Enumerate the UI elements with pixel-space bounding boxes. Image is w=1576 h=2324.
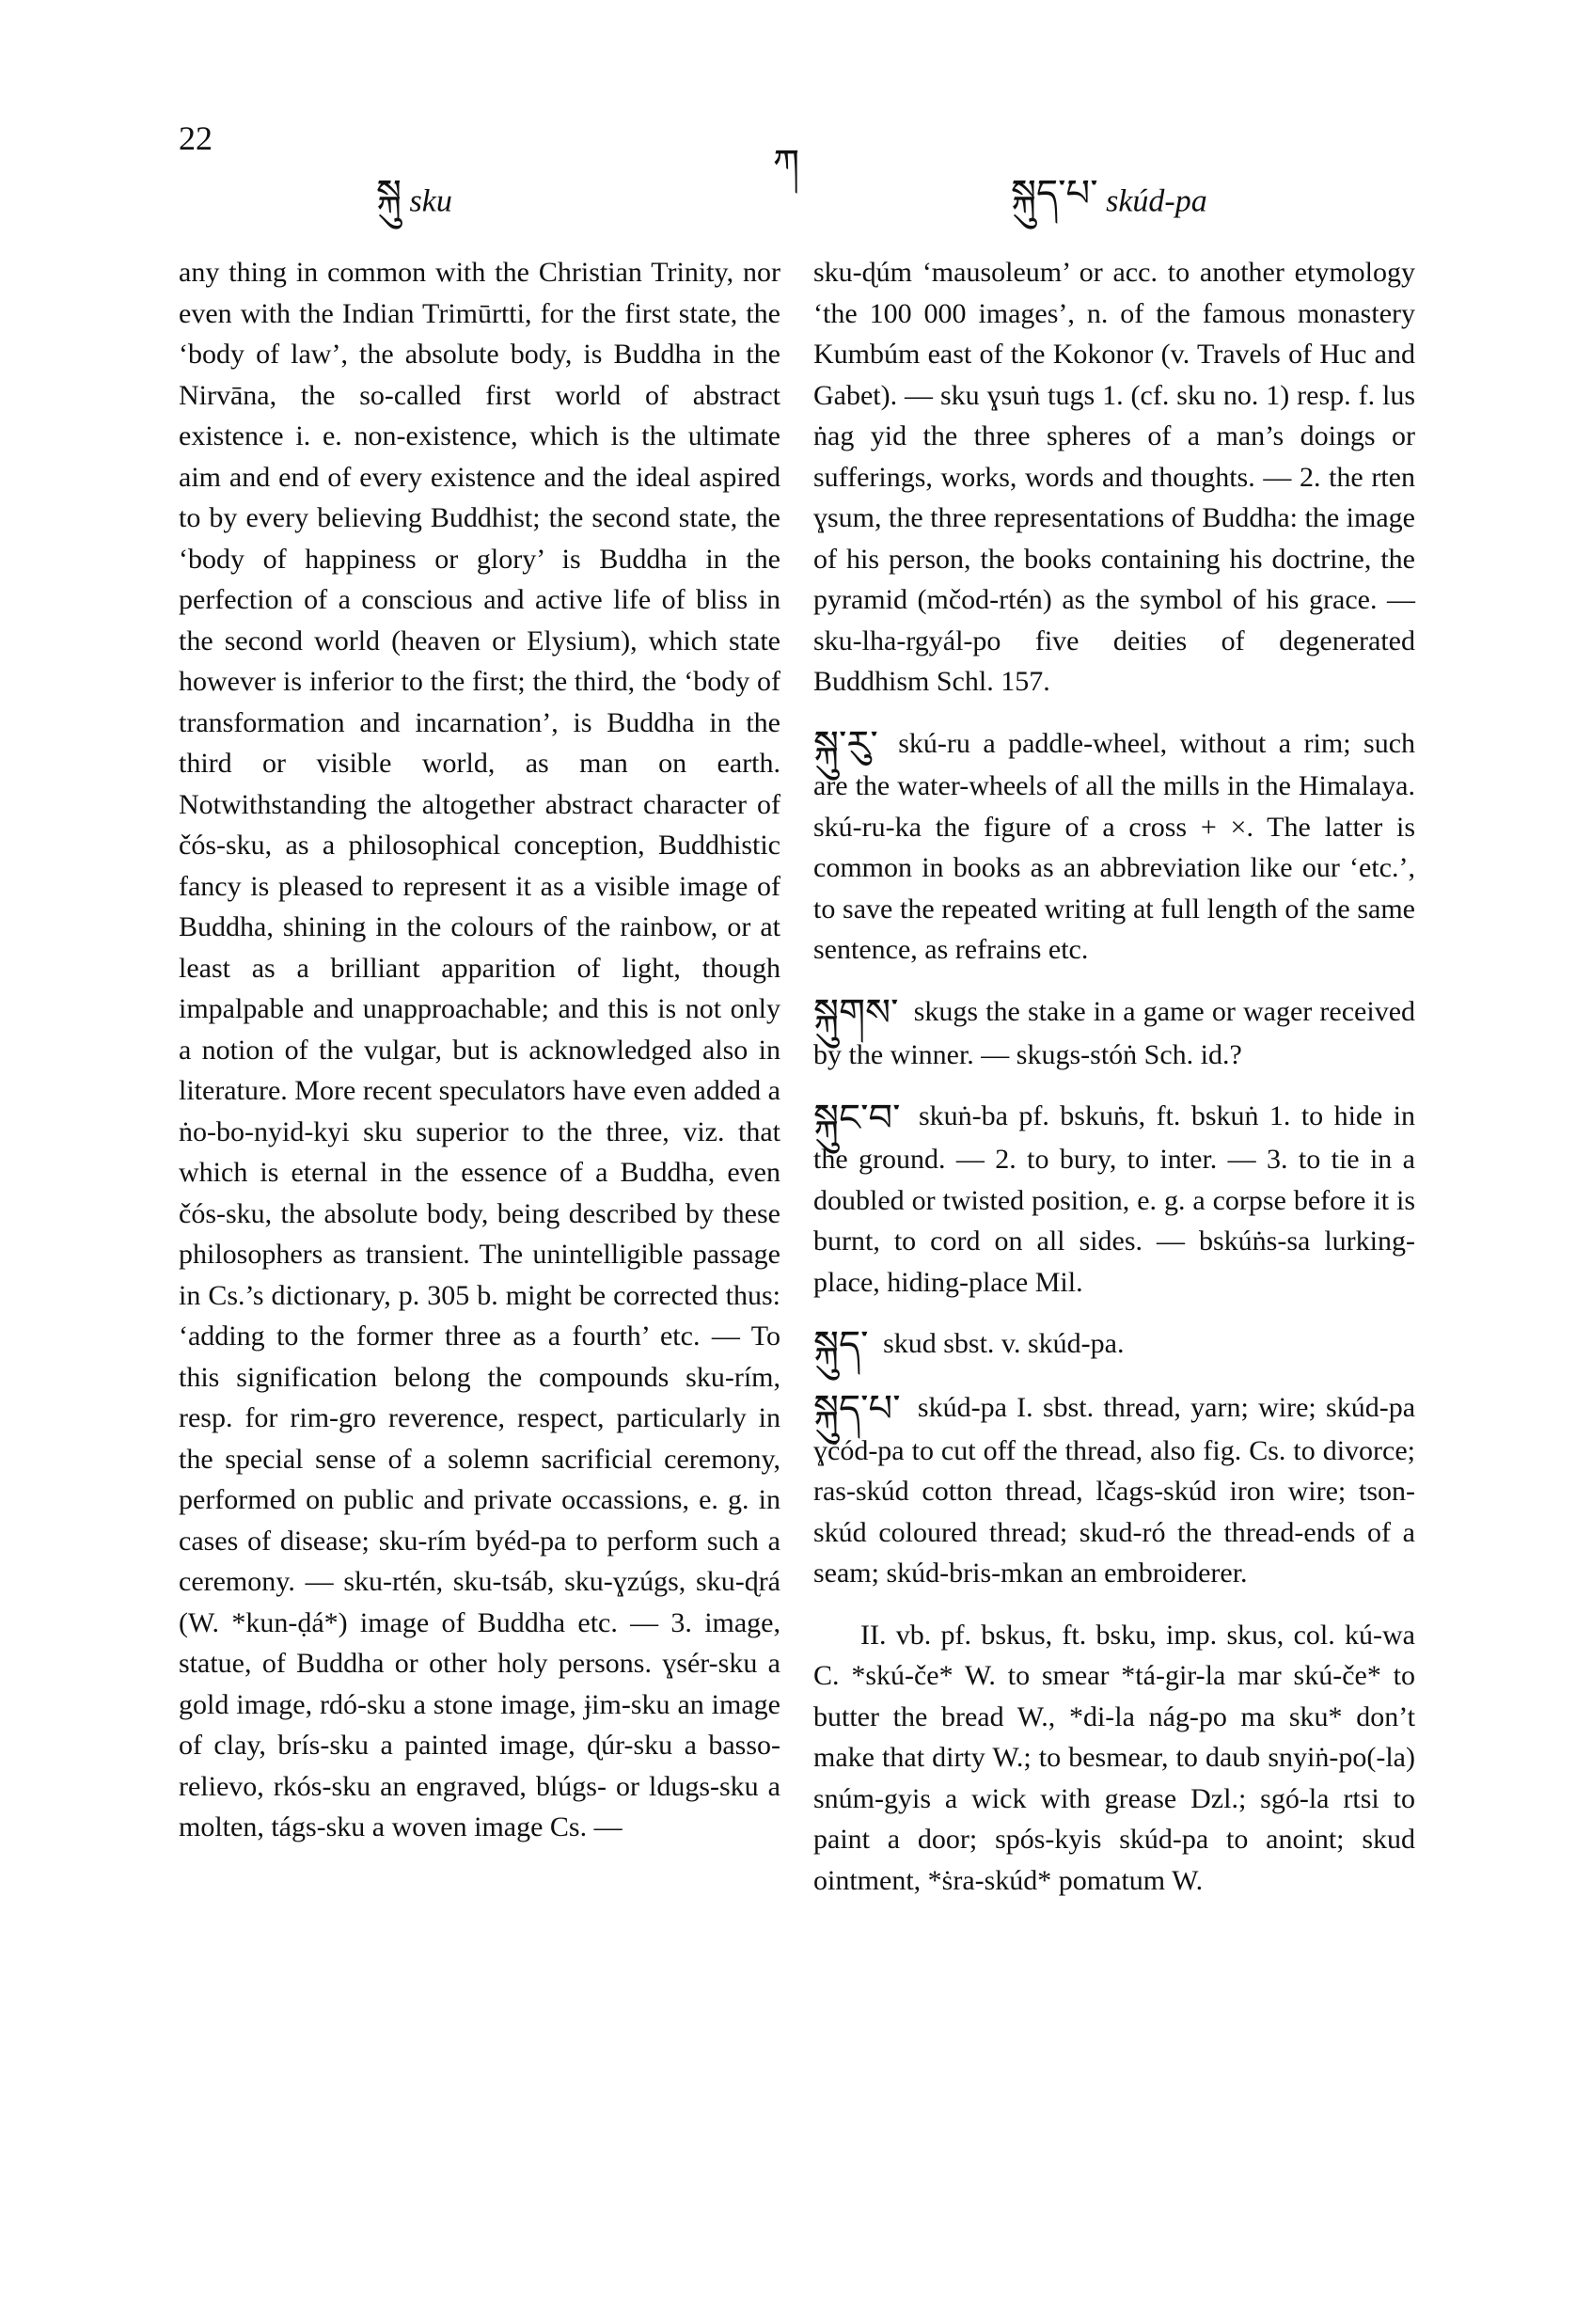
- dictionary-entry: [813, 1387, 1415, 1594]
- header-left-roman: sku: [409, 183, 452, 219]
- entry-tibetan-headword: སྐུགས་: [813, 991, 899, 1036]
- continuation-paragraph: sku-ɖúm ‘mausoleum’ or acc. to another etymology ‘the 100 000 images’, n. of the famous monastery Kumbúm east of the Kokonor (v. Travels of Huc and Gabet). — sku ɣsuṅ tugs 1. (cf. sku no. 1) resp. f. lus ṅag yid the three spheres of a man’s doings or sufferings, works, words and thoughts. — 2. the rten ɣsum, the three representations of Buddha: the image of his person, the books containing his doctrine, the pyramid (mčod-rtén) as the symbol of his grace. — sku-lha-rgyál-po five deities of degenerated Buddhism Schl. 157.: [813, 257, 1415, 697]
- entry-tibetan-headword: སྐུད་པ་: [813, 1387, 901, 1431]
- entry-tibetan-headword: སྐུད་: [813, 1323, 869, 1368]
- page-number: 22: [179, 119, 213, 157]
- dictionary-entry: [813, 991, 1415, 1075]
- running-header-right: [1011, 150, 1207, 257]
- header-right-tibetan: སྐུད་པ་: [1011, 172, 1098, 215]
- left-column-text: any thing in common with the Christian Trinity, nor even with the Indian Trimūrtti, for the first state, the ‘body of law’, the absolute body, is Buddha in the Nirvāna, the so-called first world of abstract existence i. e. non-existence, which is the ultimate aim and end of every existence and the ideal aspired to by every believing Buddhist; the second state, the ‘body of happiness or glory’ is Buddha in the perfection of a conscious and active life of bliss in the second world (heaven or Elysium), which state however is inferior to the first; the third, the ‘body of transformation and incarnation’, is Buddha in the third or visible world, as man on earth. Notwithstanding the altogether abstract character of čós-sku, as a philosophical conception, Buddhistic fancy is pleased to represent it as a visible image of Buddha, shining in the colours of the rainbow, or at least as a brilliant apparition of light, though impalpable and unapproachable; and this is not only a notion of the vulgar, but is acknowledged also in literature. More recent speculators have even added a ṅo-bo-nyid-kyi sku superior to the three, viz. that which is eternal in the essence of a Buddha, even čós-sku, the absolute body, being described by these philosophers as transient. The unintelligible passage in Cs.’s dictionary, p. 305 b. might be corrected thus: ‘adding to the former three as a fourth’ etc. — To this signification belong the compounds sku-rím, resp. for rim-gro reverence, respect, particularly in the special sense of a solemn sacrificial ceremony, performed on public and private occassions, e. g. in cases of disease; sku-rím byéd-pa to perform such a ceremony. — sku-rtén, sku-tsáb, sku-ɣzúgs, sku-ɖrá (W. *kun-ḍá*) image of Buddha etc. — 3. image, statue, of Buddha or other holy persons. ɣsér-sku a gold image, rdó-sku a stone image, ɉim-sku an image of clay, brís-sku a painted image, ɖúr-sku a basso-relievo, rkós-sku an engraved, blúgs- or ldugs-sku a molten, tágs-sku a woven image Cs. —: [179, 257, 780, 1842]
- entry-text: skugs the stake in a game or wager received by the winner. — skugs-stóṅ Sch. id.?: [813, 995, 1416, 1070]
- right-column: [813, 252, 1415, 1901]
- entry-text: skúd-pa I. sbst. thread, yarn; wire; skúd-pa ɣčód-pa to cut off the thread, also fig. Cs. to divorce; ras-skúd cotton thread, lčags-skúd iron wire; tson-skúd coloured thread; skud-ró the thread-ends of a seam; skúd-bris-mkan an embroiderer.: [813, 1391, 1416, 1589]
- header-center-letter: ཀ: [773, 142, 800, 185]
- entry-subsection: II. vb. pf. bskus, ft. bsku, imp. skus, col. kú-wa C. *skú-če* W. to smear *tá-gir-la mar skú-če* to butter the bread W., *di-la nág-po ma sku* don’t make that dirty W.; to besmear, to daub snyiṅ-po(-la) snúm-gyis a wick with grease Dzl.; sgó-la rtsi to paint a door; spós-kyis skúd-pa to anoint; skud ointment, *ṡra-skúd* pomatum W.: [813, 1619, 1415, 1896]
- left-column: [179, 252, 780, 1848]
- entry-tibetan-headword: སྐུང་བ་: [813, 1096, 901, 1140]
- header-right-roman: skúd-pa: [1106, 183, 1207, 219]
- entry-text: skú-ru a paddle-wheel, without a rim; such are the water-wheels of all the mills in the Himalaya. skú-ru-ka the figure of a cross + ×. The latter is common in books as an abbreviation like our ‘etc.’, to save the repeated writing at full length of the same sentence, as refrains etc.: [813, 727, 1416, 966]
- dictionary-entry: [813, 1323, 1415, 1367]
- entry-tibetan-headword: སྐུ་རུ་: [813, 722, 878, 767]
- running-header-left: [376, 150, 452, 257]
- entry-text: skuṅ-ba pf. bskuṅs, ft. bskuṅ 1. to hide in the ground. — 2. to bury, to inter. — 3. to tie in a doubled or twisted position, e. g. a corpse before it is burnt, to cord on all sides. — bskúṅs-sa lurking-place, hiding-place Mil.: [813, 1100, 1416, 1298]
- dictionary-entry: [813, 1096, 1415, 1303]
- dictionary-entry: [813, 723, 1415, 971]
- entry-text: skud sbst. v. skúd-pa.: [883, 1328, 1125, 1360]
- header-left-tibetan: སྐུ: [376, 172, 402, 215]
